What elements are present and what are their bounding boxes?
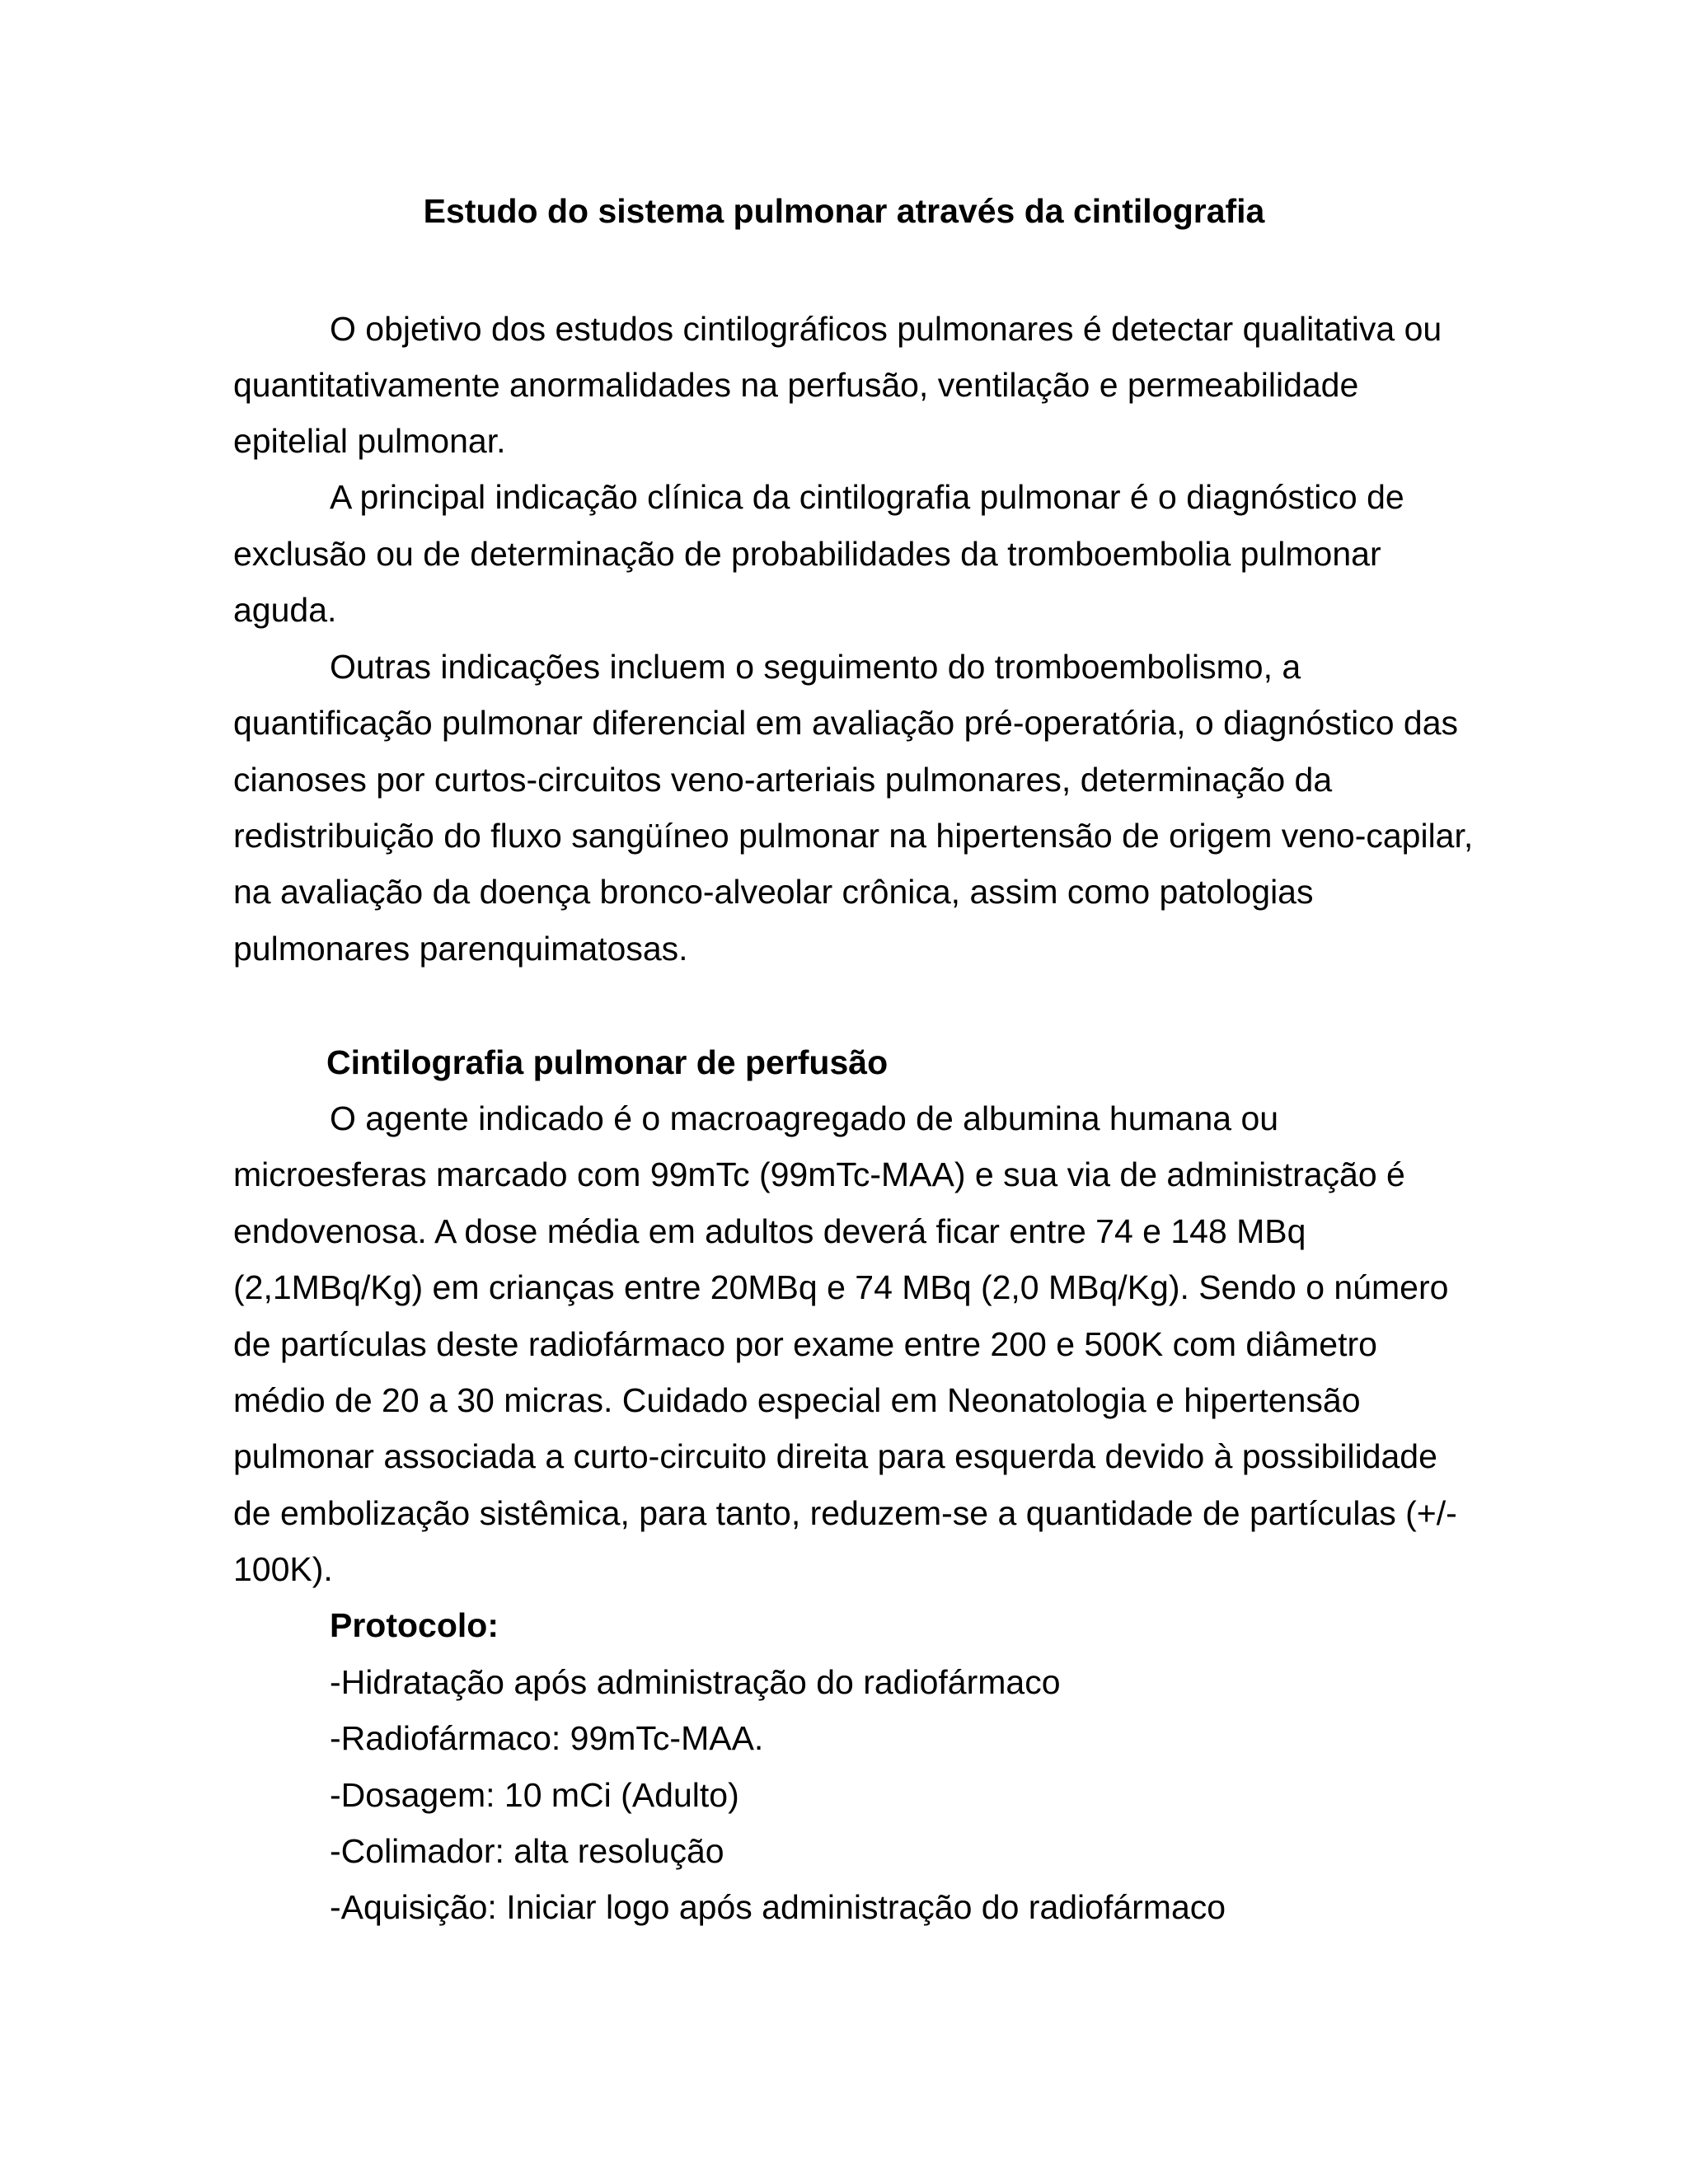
intro-paragraph-3-line: pulmonares parenquimatosas. <box>233 930 688 968</box>
perfusion-paragraph-line: endovenosa. A dose média em adultos deverá ficar entre 74 e 148 MBq <box>233 1212 1306 1250</box>
perfusion-paragraph-line: de embolização sistêmica, para tanto, reduzem-se a quantidade de partículas (+/- <box>233 1494 1457 1532</box>
protocol-item: -Dosagem: 10 mCi (Adulto) <box>330 1776 739 1814</box>
intro-paragraph-3-line: Outras indicações incluem o seguimento do tromboembolismo, a <box>330 648 1301 686</box>
perfusion-paragraph-line: de partículas deste radiofármaco por exame entre 200 e 500K com diâmetro <box>233 1325 1377 1363</box>
document-title: Estudo do sistema pulmonar através da cintilografia <box>423 192 1265 230</box>
intro-paragraph-3-line: quantificação pulmonar diferencial em avaliação pré-operatória, o diagnóstico das <box>233 704 1458 742</box>
intro-paragraph-2-line: A principal indicação clínica da cintilografia pulmonar é o diagnóstico de <box>330 478 1404 516</box>
intro-paragraph-2-line: exclusão ou de determinação de probabilidades da tromboembolia pulmonar <box>233 535 1381 573</box>
protocol-item: -Radiofármaco: 99mTc-MAA. <box>330 1719 764 1757</box>
intro-paragraph-1-line: epitelial pulmonar. <box>233 422 506 460</box>
perfusion-paragraph-line: pulmonar associada a curto-circuito direita para esquerda devido à possibilidade <box>233 1437 1437 1475</box>
intro-paragraph-3-line: redistribuição do fluxo sangüíneo pulmonar na hipertensão de origem veno-capilar, <box>233 817 1474 855</box>
protocol-item: -Hidratação após administração do radiofármaco <box>330 1663 1061 1701</box>
protocol-heading: Protocolo: <box>330 1606 499 1644</box>
perfusion-paragraph-line: microesferas marcado com 99mTc (99mTc-MAA) e sua via de administração é <box>233 1155 1405 1193</box>
intro-paragraph-1-line: quantitativamente anormalidades na perfusão, ventilação e permeabilidade <box>233 366 1359 404</box>
protocol-item: -Aquisição: Iniciar logo após administração do radiofármaco <box>330 1888 1226 1926</box>
perfusion-paragraph-line: 100K). <box>233 1550 333 1588</box>
intro-paragraph-1-line: O objetivo dos estudos cintilográficos pulmonares é detectar qualitativa ou <box>330 310 1442 348</box>
perfusion-paragraph-line: O agente indicado é o macroagregado de albumina humana ou <box>330 1099 1279 1137</box>
perfusion-paragraph-line: médio de 20 a 30 micras. Cuidado especial em Neonatologia e hipertensão <box>233 1381 1361 1419</box>
intro-paragraph-2-line: aguda. <box>233 591 337 629</box>
intro-paragraph-3-line: cianoses por curtos-circuitos veno-arteriais pulmonares, determinação da <box>233 761 1333 799</box>
intro-paragraph-3-line: na avaliação da doença bronco-alveolar crônica, assim como patologias <box>233 873 1314 911</box>
perfusion-section-heading: Cintilografia pulmonar de perfusão <box>326 1043 889 1081</box>
perfusion-paragraph-line: (2,1MBq/Kg) em crianças entre 20MBq e 74 MBq (2,0 MBq/Kg). Sendo o número <box>233 1268 1449 1306</box>
protocol-item: -Colimador: alta resolução <box>330 1832 724 1870</box>
